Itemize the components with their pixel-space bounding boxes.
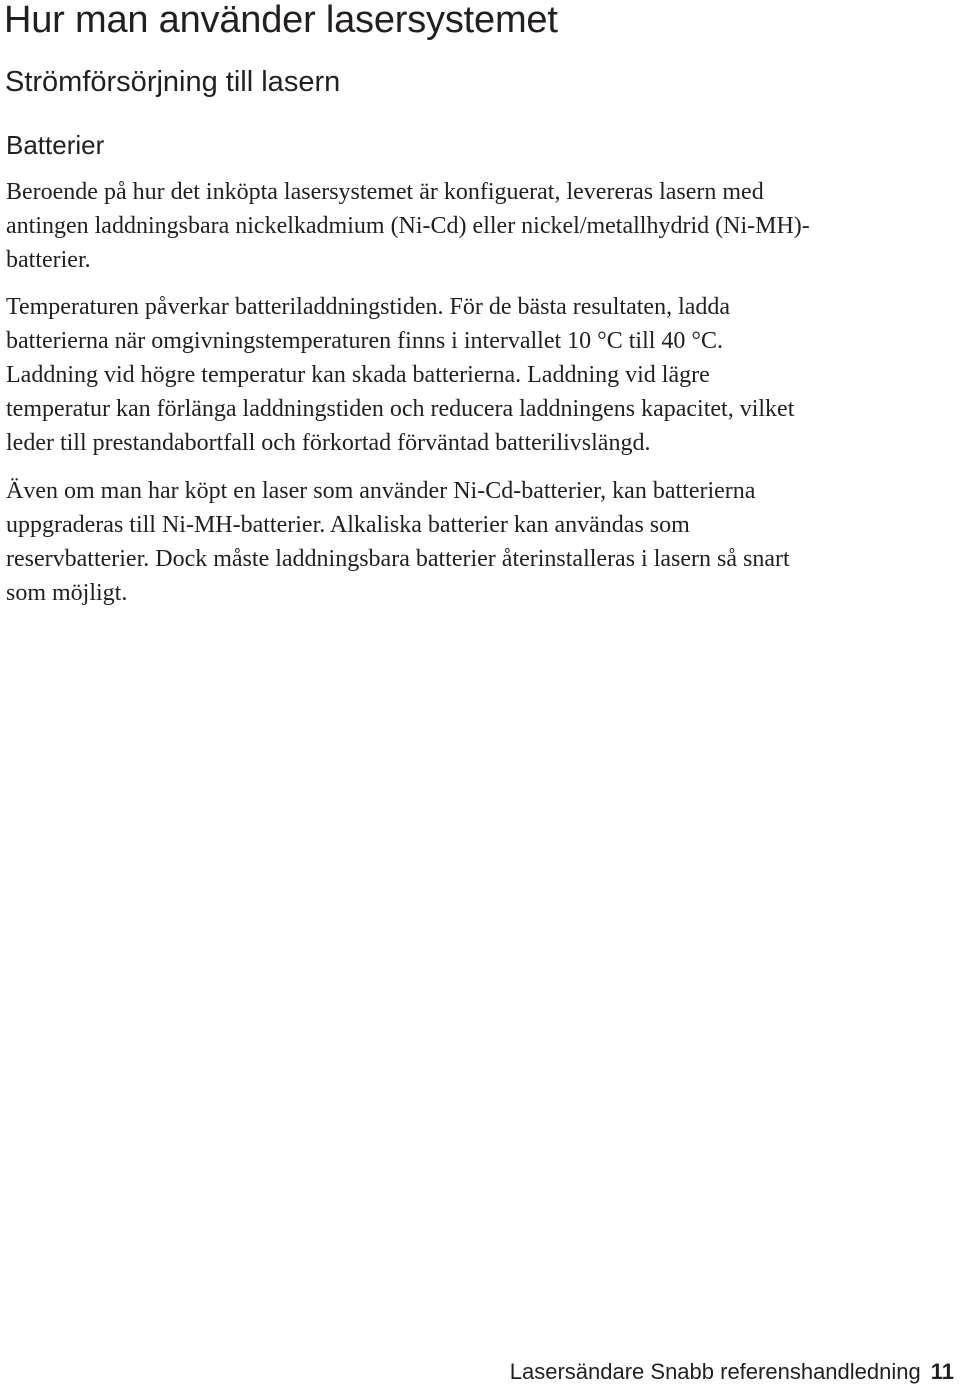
text-line: antingen laddningsbara nickelkadmium (Ni-Cd) eller nickel/metallhydrid (Ni-MH)- <box>6 213 810 239</box>
text-line: som möjligt. <box>6 580 128 606</box>
text-line: temperatur kan förlänga laddningstiden och reducera laddningens kapacitet, vilket <box>6 396 795 422</box>
text-line: Beroende på hur det inköpta lasersystemet är konfiguerat, levereras lasern med <box>6 179 764 205</box>
sub-heading: Batterier <box>6 130 105 160</box>
text-line: Även om man har köpt en laser som använder Ni-Cd-batterier, kan batterierna <box>6 478 756 504</box>
page-number: 11 <box>930 1359 954 1384</box>
text-line: leder till prestandabortfall och förkortad förväntad batterilivslängd. <box>6 430 651 456</box>
text-line: Temperaturen påverkar batteriladdningstiden. För de bästa resultaten, ladda <box>6 294 731 320</box>
text-line: batterierna när omgivningstemperaturen finns i intervallet 10 °C till 40 °C. <box>6 328 724 354</box>
paragraph-battery-types <box>6 175 956 277</box>
text-line: uppgraderas till Ni-MH-batterier. Alkaliska batterier kan användas som <box>6 512 690 538</box>
paragraph-temperature <box>6 290 956 460</box>
text-line: reservbatterier. Dock måste laddningsbara batterier återinstalleras i lasern så snart <box>6 546 790 572</box>
footer-title: Lasersändare Snabb referenshandledning <box>509 1359 921 1384</box>
page-footer <box>510 1357 954 1387</box>
text-line: batterier. <box>6 247 91 273</box>
paragraph-upgrade <box>6 474 956 610</box>
section-heading: Strömförsörjning till lasern <box>5 66 341 98</box>
page-title: Hur man använder lasersystemet <box>4 0 558 41</box>
text-line: Laddning vid högre temperatur kan skada batterierna. Laddning vid lägre <box>6 362 710 388</box>
